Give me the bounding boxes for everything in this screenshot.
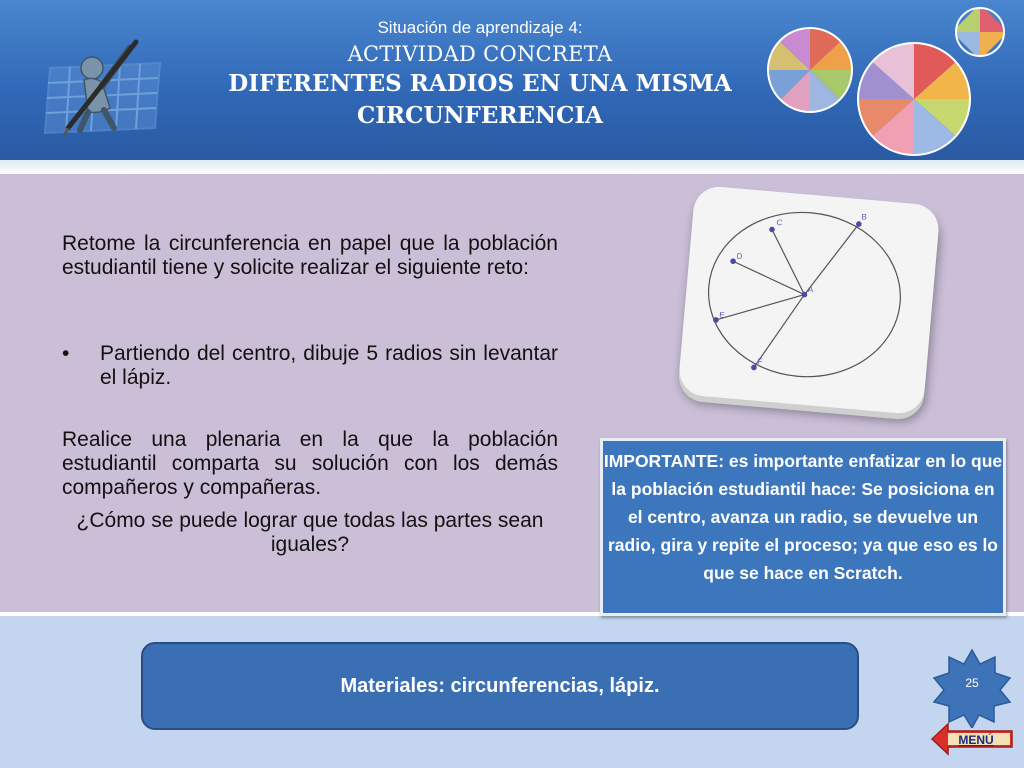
activity-label: ACTIVIDAD CONCRETA — [347, 42, 613, 66]
figure-with-pencil-on-grid-icon — [40, 38, 170, 138]
point-label-a: A — [807, 284, 814, 295]
point-label-b: B — [861, 212, 868, 222]
header-bar — [0, 0, 1024, 160]
important-note-box — [600, 438, 1006, 616]
pie-charts-decoration-icon — [764, 4, 1014, 159]
menu-button-label[interactable]: MENÚ — [958, 733, 994, 747]
point-label-e: E — [718, 310, 726, 320]
point-label-c: C — [776, 217, 783, 228]
bullet-item — [62, 342, 558, 390]
materials-box — [141, 642, 859, 730]
point-label-f: F — [757, 356, 763, 367]
instruction-paragraph: Retome la circunferencia en papel que la población estudiantil tiene y solicite realizar el siguiente reto: — [62, 232, 558, 279]
bullet-text: Partiendo del centro, dibuje 5 radios sin levantar el lápiz. — [100, 342, 558, 389]
point-c — [769, 226, 775, 232]
circle-radii-figure — [677, 185, 940, 416]
question-text: ¿Cómo se puede lograr que todas las partes sean iguales? — [76, 509, 544, 556]
page-number: 25 — [965, 676, 979, 690]
materials-text: Materiales: circunferencias, lápiz. — [340, 674, 660, 697]
important-note-text: IMPORTANTE: es importante enfatizar en lo que la población estudiantil hace: Se posiciona en el centro, avanza un radio, se devuelve un radio, gira y repite el proceso; ya que eso es lo que se hace en Scratch. — [603, 451, 1003, 583]
lesson-subtitle: Situación de aprendizaje 4: — [377, 18, 583, 37]
page-title-line-1: DIFERENTES RADIOS EN UNA MISMA — [228, 70, 732, 97]
circle-diagram — [677, 185, 940, 416]
point-label-d: D — [736, 251, 743, 262]
page-title-line-2: CIRCUNFERENCIA — [356, 102, 603, 129]
header-divider — [0, 160, 1024, 174]
page-title — [180, 68, 780, 132]
plenary-paragraph: Realice una plenaria en la que la población estudiantil comparta su solución con los demás compañeros y compañeras. — [62, 428, 558, 499]
title-block — [180, 18, 780, 132]
bullet-symbol: • — [62, 342, 70, 365]
